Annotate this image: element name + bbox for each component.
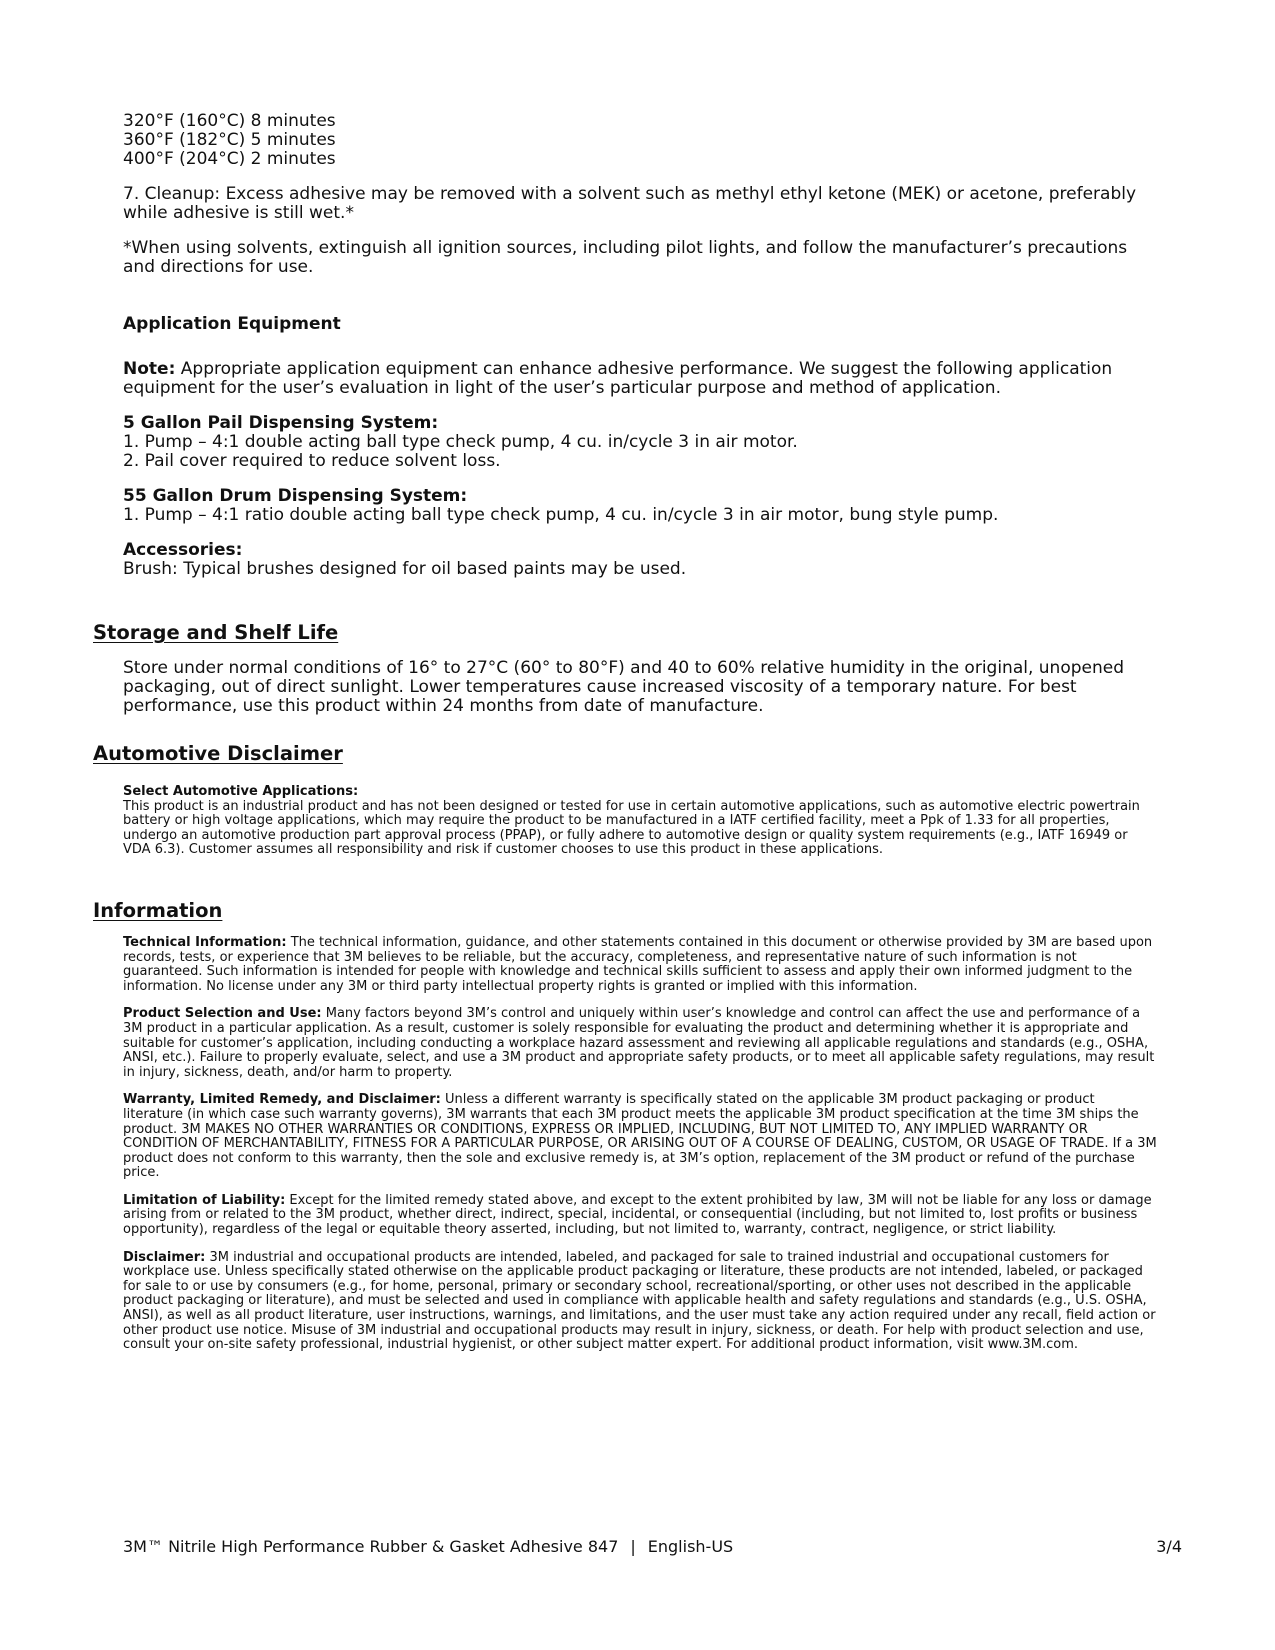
storage-heading: Storage and Shelf Life — [93, 621, 339, 644]
paragraph-label: Warranty, Limited Remedy, and Disclaimer: — [123, 1092, 441, 1108]
footer-page-number: 3/4 — [1156, 1537, 1182, 1556]
note-text: Appropriate application equipment can enhance adhesive performance. We suggest the following application equipment for the user’s evaluation in light of the user’s particular purpose and method of application. — [123, 359, 1113, 398]
accessories — [123, 541, 1158, 579]
note-label: Note: — [123, 359, 176, 379]
warranty-disclaimer — [123, 1093, 1158, 1181]
cure-time-line: 320°F (160°C) 8 minutes — [123, 111, 336, 131]
accessories-heading: Accessories: — [123, 540, 243, 560]
paragraph-text: Unless a different warranty is specifically stated on the applicable 3M product packaging or product literature (in which case such warranty governs), 3M warrants that each 3M product meets the applicable 3M product specification at the time 3M ships the product. 3M MAKES NO OTHER WARRANTIES OR CONDITIONS, EXPRESS OR IMPLIED, INCLUDING, BUT NOT LIMITED TO, ANY IMPLIED WARRANTY OR CONDITION OF MERCHANTABILITY, FITNESS FOR A PARTICULAR PURPOSE, OR ARISING OUT OF A COURSE OF DEALING, CUSTOM, OR USAGE OF TRADE. If a 3M product does not conform to this warranty, then the sole and exclusive remedy is, at 3M’s option, replacement of the 3M product or refund of the purchase price. — [123, 1092, 1157, 1181]
paragraph-label: Product Selection and Use: — [123, 1006, 322, 1022]
paragraph-text: Many factors beyond 3M’s control and uniquely within user’s knowledge and control can affect the use and performance of a 3M product in a particular application. As a result, customer is solely responsible for evaluating the product and determining whether it is appropriate and suitable for customer’s application, including conducting a workplace hazard assessment and reviewing all applicable regulations and standards (e.g., OSHA, ANSI, etc.). Failure to properly evaluate, select, and use a 3M product and appropriate safety products, or to meet all applicable safety regulations, may result in injury, sickness, death, and/or harm to property. — [123, 1006, 1155, 1080]
paragraph-label: Technical Information: — [123, 934, 287, 950]
accessories-line: Brush: Typical brushes designed for oil based paints may be used. — [123, 559, 687, 579]
footer-language: English-US — [647, 1537, 734, 1556]
footer-separator: | — [630, 1537, 636, 1556]
drum-line: 1. Pump – 4:1 ratio double acting ball type check pump, 4 cu. in/cycle 3 in air motor, bung style pump. — [123, 505, 999, 525]
automotive-text: This product is an industrial product and has not been designed or tested for use in certain automotive applications, such as automotive electric powertrain battery or high voltage applications, which may require the product to be manufactured in a IATF certified facility, meet a Ppk of 1.33 for all properties, undergo an automotive production part approval process (PPAP), or fully adhere to automotive design or quality system requirements (e.g., IATF 16949 or VDA 6.3). Customer assumes all responsibility and risk if customer chooses to use this product in these applications. — [123, 798, 1140, 858]
paragraph-text: 3M industrial and occupational products are intended, labeled, and packaged for sale to trained industrial and occupational customers for workplace use. Unless specifically stated otherwise on the applicable product packaging or literature, these products are not intended, labeled, or packaged for sale to or use by consumers (e.g., for home, personal, primary or secondary school, recreational/sporting, or other uses not described in the applicable product packaging or literature), and must be selected and used in compliance with applicable health and safety regulations and standards (e.g., U.S. OSHA, ANSI), as well as all product literature, user instructions, warnings, and limitations, and the user must take any action required under any recall, field action or other product use notice. Misuse of 3M industrial and occupational products may result in injury, sickness, or death. For help with product selection and use, consult your on-site safety professional, industrial hygienist, or other subject matter expert. For additional product information, visit www.3M.com. — [123, 1249, 1156, 1353]
paragraph-label: Disclaimer: — [123, 1249, 206, 1265]
page-footer — [123, 1538, 1182, 1556]
product-selection-and-use — [123, 1007, 1158, 1080]
footer-left — [123, 1538, 733, 1556]
pail-dispensing-system — [123, 414, 1158, 471]
paragraph-label: Limitation of Liability: — [123, 1192, 286, 1208]
pail-line: 2. Pail cover required to reduce solvent loss. — [123, 451, 501, 471]
cleanup-step: 7. Cleanup: Excess adhesive may be removed with a solvent such as methyl ethyl ketone (MEK) or acetone, preferably while adhesive is still wet.* — [123, 184, 1137, 223]
footer-product-name: 3M™ Nitrile High Performance Rubber & Gasket Adhesive 847 — [123, 1537, 619, 1556]
page-content — [93, 111, 1158, 1353]
application-equipment-heading: Application Equipment — [123, 314, 341, 334]
pail-line: 1. Pump – 4:1 double acting ball type check pump, 4 cu. in/cycle 3 in air motor. — [123, 432, 798, 452]
cure-time-line: 360°F (182°C) 5 minutes — [123, 130, 336, 150]
paragraph-text: The technical information, guidance, and other statements contained in this document or otherwise provided by 3M are based upon records, tests, or experience that 3M believes to be reliable, but the accuracy, completeness, and representative nature of such information is not guaranteed. Such information is intended for people with knowledge and technical skills sufficient to assess and apply their own informed judgment to the information. No license under any 3M or third party intellectual property rights is granted or implied with this information. — [123, 934, 1153, 994]
application-note — [123, 360, 1158, 398]
pail-heading: 5 Gallon Pail Dispensing System: — [123, 413, 439, 433]
technical-information — [123, 936, 1158, 994]
drum-heading: 55 Gallon Drum Dispensing System: — [123, 486, 468, 506]
automotive-disclaimer — [123, 785, 1158, 858]
cure-times — [123, 112, 1158, 169]
automotive-sub-heading: Select Automotive Applications: — [123, 784, 359, 799]
disclaimer — [123, 1251, 1158, 1353]
information-heading: Information — [93, 898, 223, 922]
automotive-heading: Automotive Disclaimer — [93, 742, 343, 765]
cure-time-line: 400°F (204°C) 2 minutes — [123, 149, 336, 169]
storage-text: Store under normal conditions of 16° to 27°C (60° to 80°F) and 40 to 60% relative humidity in the original, unopened packaging, out of direct sunlight. Lower temperatures cause increased viscosity of a temporary nature. For best performance, use this product within 24 months from date of manufacture. — [123, 658, 1125, 716]
solvent-note: *When using solvents, extinguish all ignition sources, including pilot lights, and follow the manufacturer’s precautions and directions for use. — [123, 238, 1128, 277]
paragraph-text: Except for the limited remedy stated above, and except to the extent prohibited by law, 3M will not be liable for any loss or damage arising from or related to the 3M product, whether direct, indirect, special, incidental, or consequential (including, but not limited to, lost profits or business opportunity), regardless of the legal or equitable theory asserted, including, but not limited to, warranty, contract, negligence, or strict liability. — [123, 1192, 1152, 1238]
limitation-of-liability — [123, 1194, 1158, 1238]
drum-dispensing-system — [123, 487, 1158, 525]
